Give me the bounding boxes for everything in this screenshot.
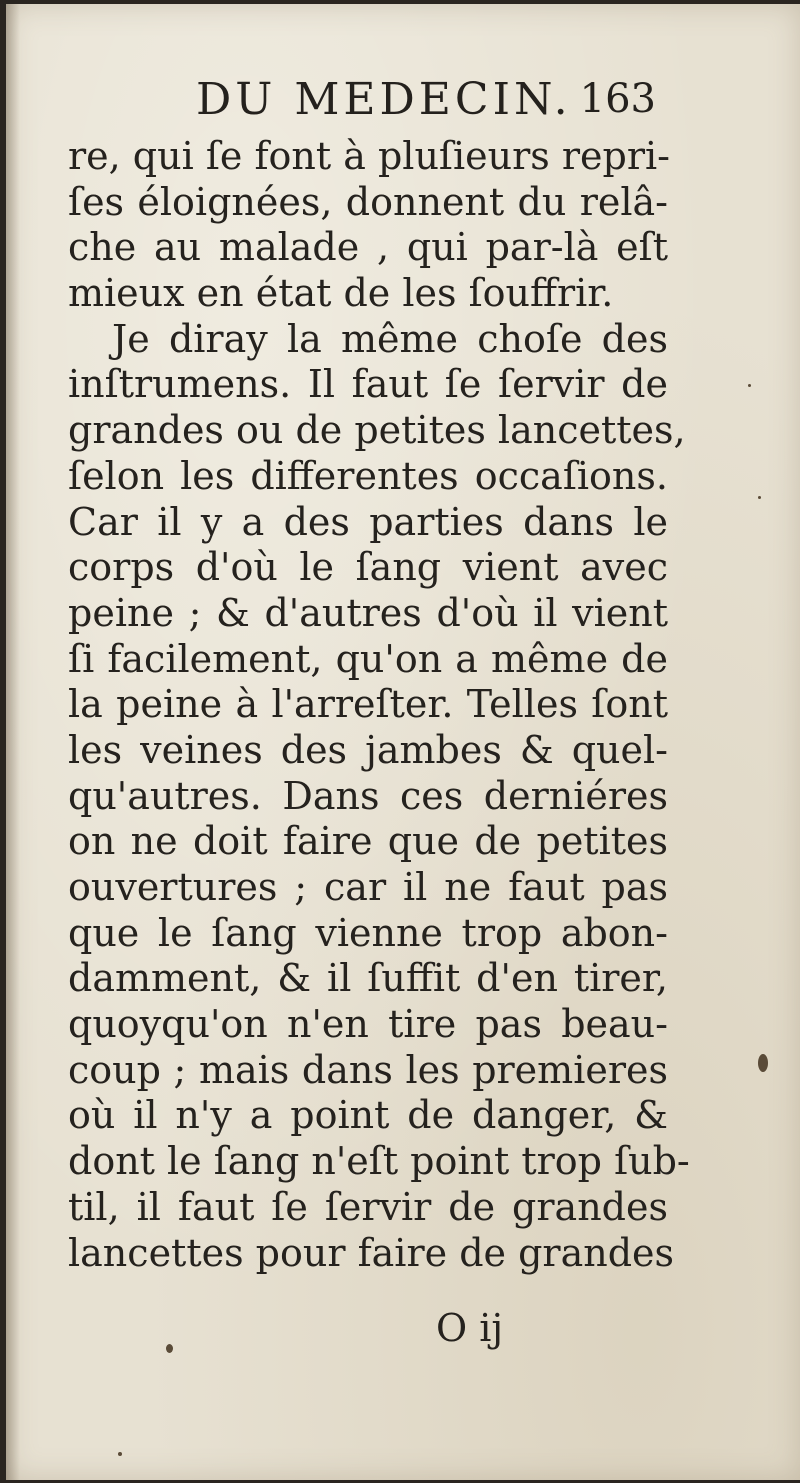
text-line: on ne doit faire que de petites	[68, 819, 668, 864]
ink-speck	[748, 384, 751, 387]
text-line: corps d'où le ſang vient avec	[68, 545, 668, 590]
page-gutter-shadow	[6, 4, 20, 1480]
ink-speck	[118, 1452, 122, 1456]
text-line: les veines des jambes & quel-	[68, 727, 668, 772]
text-line: ouvertures ; car il ne faut pas	[68, 865, 668, 909]
text-line: coup ; mais dans les premieres	[68, 1047, 668, 1092]
text-line: inſtrumens. Il faut ſe ſervir de	[68, 362, 668, 407]
text-line: damment, & il ſuffit d'en tirer,	[68, 956, 668, 1001]
text-line: ſi facilement, qu'on a même de	[68, 636, 668, 681]
running-title: DU MEDECIN.	[196, 74, 572, 125]
text-line: che au malade , qui par-là eſt	[68, 225, 668, 270]
page-footer	[66, 1306, 666, 1356]
text-line: où il n'y a point de danger, &	[68, 1093, 668, 1138]
ink-speck	[758, 496, 761, 499]
body-text	[68, 134, 690, 1276]
text-line: ſes éloignées, donnent du relâ-	[68, 179, 668, 224]
text-line: ſelon les differentes occaſions.	[68, 453, 668, 498]
text-line: grandes ou de petites lancettes,	[68, 408, 686, 453]
page-number: 163	[579, 76, 656, 122]
page-header	[196, 74, 666, 134]
text-line: til, il faut ſe ſervir de grandes	[68, 1184, 668, 1229]
text-line: Car il y a des parties dans le	[68, 499, 668, 544]
ink-speck	[166, 1344, 173, 1353]
text-line: qu'autres. Dans ces derniéres	[68, 773, 668, 818]
text-line: dont le ſang n'eſt point trop ſub-	[68, 1139, 690, 1184]
text-line: mieux en état de les ſouffrir.	[68, 271, 614, 316]
text-line: peine ; & d'autres d'où il vient	[68, 590, 668, 635]
text-line: quoyqu'on n'en tire pas beau-	[68, 1002, 668, 1047]
signature-mark: O ij	[436, 1306, 504, 1350]
text-line: re, qui ſe font à pluſieurs repri-	[68, 134, 670, 178]
book-page	[6, 4, 800, 1480]
text-line: que le ſang vienne trop abon-	[68, 910, 668, 955]
text-line: lancettes pour faire de grandes	[68, 1230, 675, 1275]
text-line: Je diray la même choſe des	[112, 316, 668, 361]
ink-speck	[758, 1054, 768, 1072]
text-line: la peine à l'arreſter. Telles ſont	[68, 682, 668, 727]
